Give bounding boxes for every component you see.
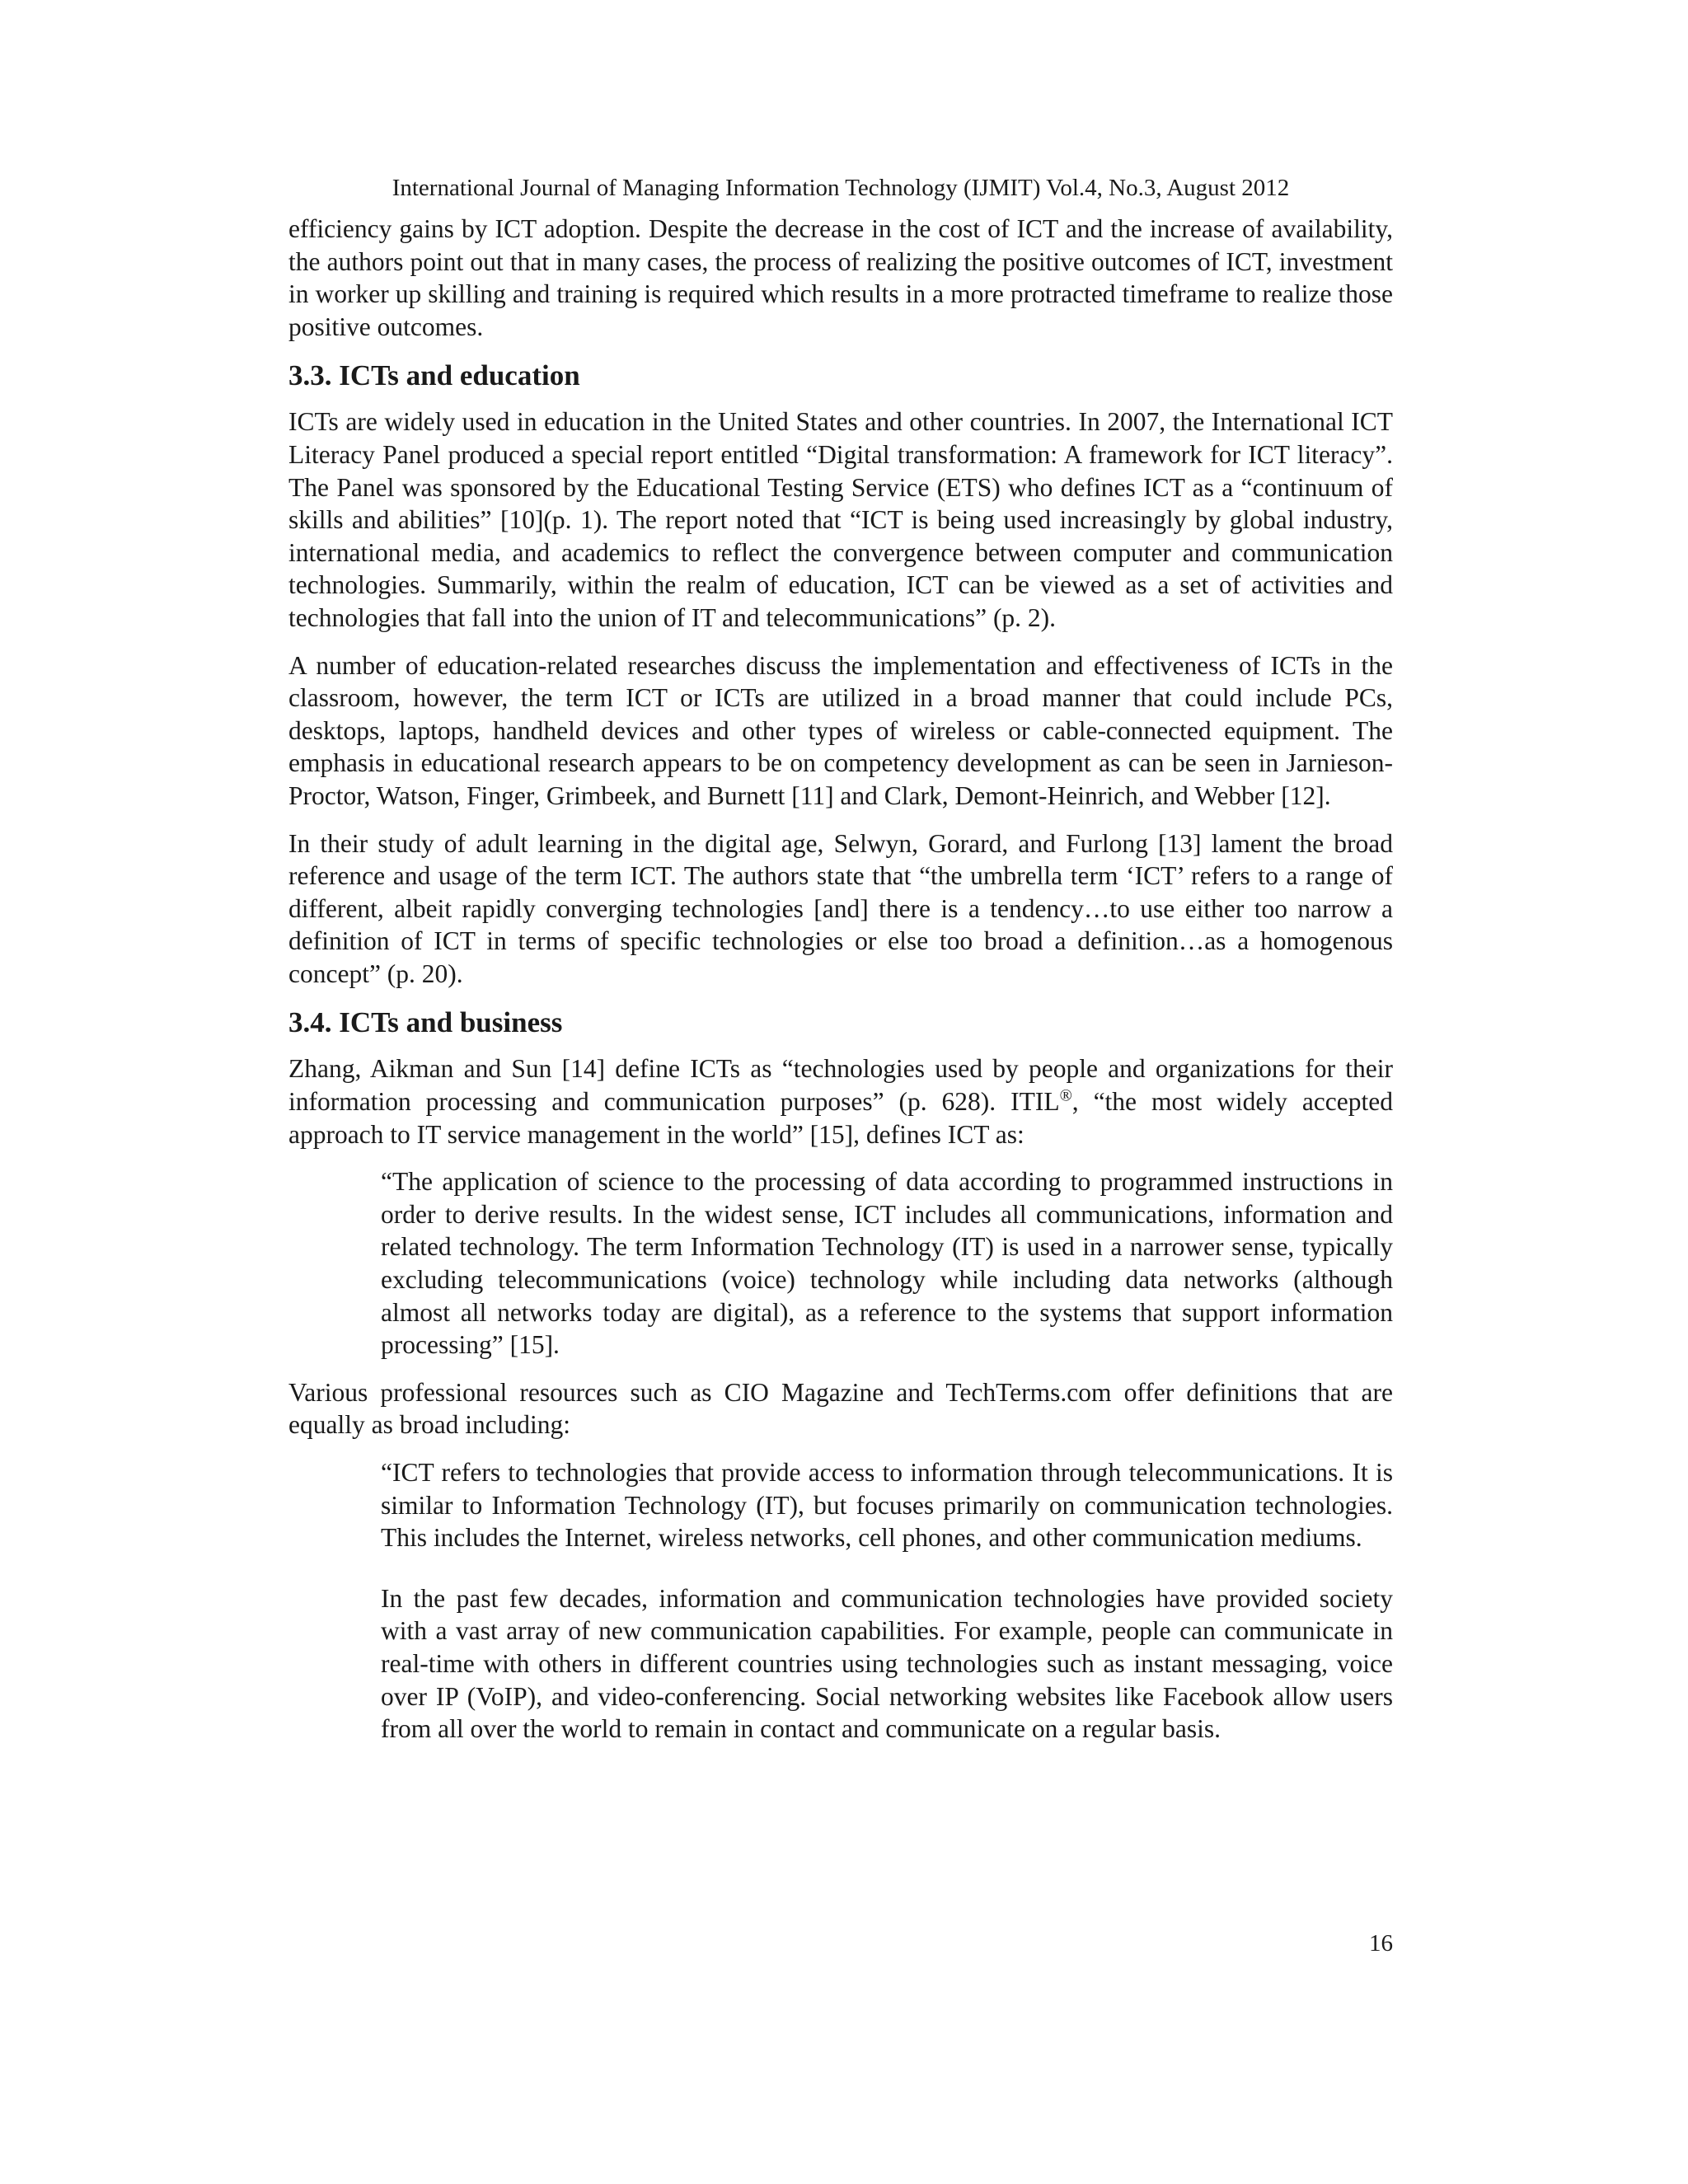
paragraph-business-1	[288, 1052, 1393, 1151]
section-heading-business: 3.4. ICTs and business	[288, 1006, 563, 1039]
paragraph-education-3: In their study of adult learning in the digital age, Selwyn, Gorard, and Furlong [13] lament the broad reference and usage of the term ICT. The authors state that “the umbrella term ‘ICT’ refers to a range of different, albeit rapidly converging technologies [and] there is a tendency…to use either too narrow a definition of ICT in terms of specific technologies or else too broad a definition…as a homogenous concept” (p. 20).	[288, 828, 1393, 988]
paper-page	[288, 171, 1393, 1760]
block-quote-techterms-1: “ICT refers to technologies that provide access to information through telecommunications. It is similar to Information Technology (IT), but focuses primarily on communication technologies. This includes the Internet, wireless networks, cell phones, and other communication mediums.	[381, 1458, 1393, 1553]
block-quote-techterms-2: In the past few decades, information and communication technologies have provided society with a vast array of new communication capabilities. For example, people can communicate in real-time with others in different countries using technologies such as instant messaging, voice over IP (VoIP), and video-conferencing. Social networking websites like Facebook allow users from all over the world to remain in contact and communicate on a regular basis.	[381, 1583, 1393, 1744]
running-header: International Journal of Managing Information Technology (IJMIT) Vol.4, No.3, August 2012	[392, 175, 1290, 201]
paragraph-education-2: A number of education-related researches discuss the implementation and effectiveness of ICTs in the classroom, however, the term ICT or ICTs are utilized in a broad manner that could include PCs, desktops, laptops, handheld devices and other types of wireless or cable-connected equipment. The emphasis in educational research appears to be on competency development as can be seen in Jarnieson-Proctor, Watson, Finger, Grimbeek, and Burnett [11] and Clark, Demont-Heinrich, and Webber [12].	[288, 650, 1393, 810]
paragraph-business-1-part-a: Zhang, Aikman and Sun [14] define ICTs as “technologies used by people and organizations for their information processing and communication purposes” (p. 628). ITIL	[288, 1054, 1393, 1117]
block-quote-itil: “The application of science to the processing of data according to programmed instructions in order to derive results. In the widest sense, ICT includes all communications, information and related technology. The term Information Technology (IT) is used in a narrower sense, typically excluding telecommunications (voice) technology while including data networks (although almost all networks today are digital), as a reference to the systems that support information processing” [15].	[381, 1167, 1393, 1360]
page-number: 16	[1369, 1930, 1393, 1957]
paragraph-education-1: ICTs are widely used in education in the United States and other countries. In 2007, the International ICT Literacy Panel produced a special report entitled “Digital transformation: A framework for ICT literacy”. The Panel was sponsored by the Educational Testing Service (ETS) who defines ICT as a “continuum of skills and abilities” [10](p. 1). The report noted that “ICT is being used increasingly by global industry, international media, and academics to reflect the convergence between computer and communication technologies. Summarily, within the realm of education, ICT can be viewed as a set of activities and technologies that fall into the union of IT and telecommunications” (p. 2).	[288, 407, 1393, 632]
paragraph-intro: efficiency gains by ICT adoption. Despite the decrease in the cost of ICT and the increase of availability, the authors point out that in many cases, the process of realizing the positive outcomes of ICT, investment in worker up skilling and training is required which results in a more protracted timeframe to realize those positive outcomes.	[288, 214, 1393, 341]
paragraph-business-1-part-b: , “the most widely accepted approach to IT service management in the world” [15], defines ICT as:	[288, 1087, 1393, 1149]
section-heading-education: 3.3. ICTs and education	[288, 359, 580, 392]
registered-mark: ®	[1059, 1086, 1072, 1105]
paragraph-business-2: Various professional resources such as CIO Magazine and TechTerms.com offer definitions that are equally as broad including:	[288, 1377, 1393, 1440]
